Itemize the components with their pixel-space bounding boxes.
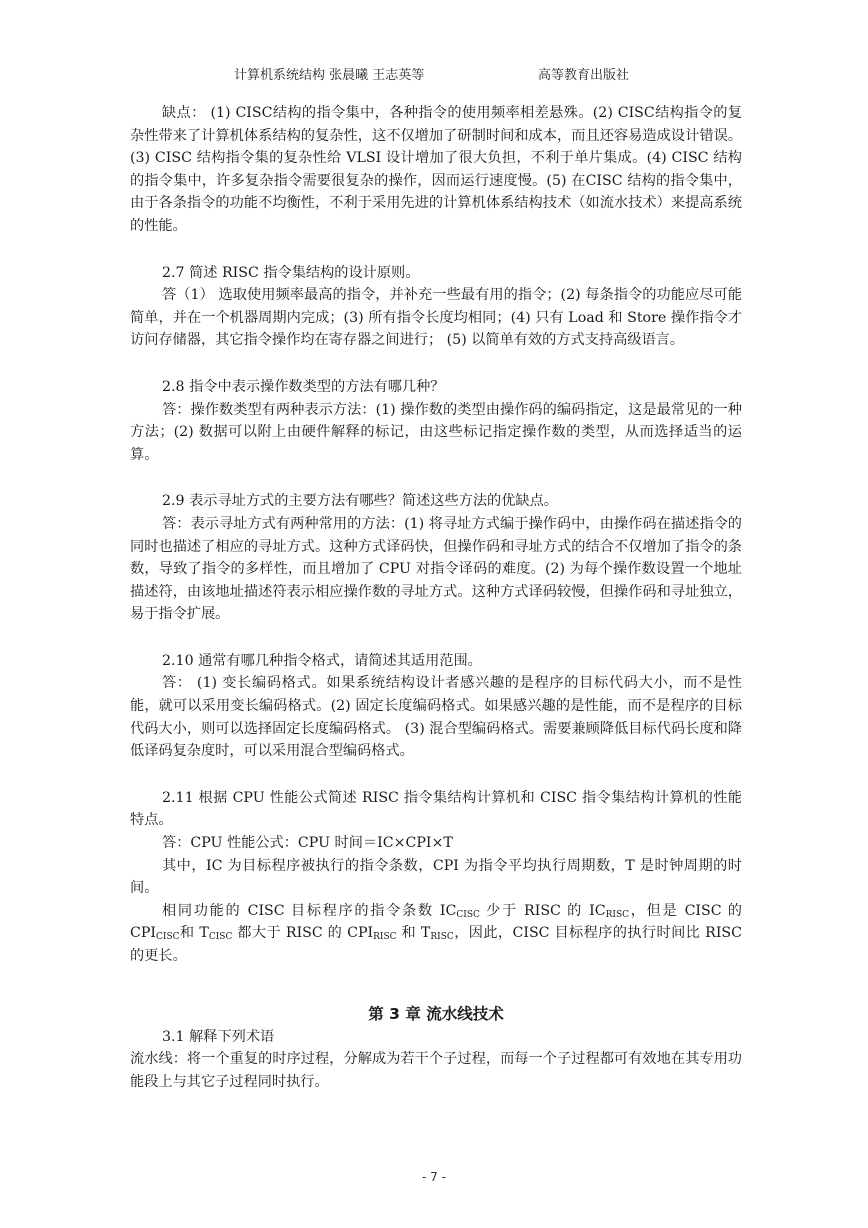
question-2-10-title: 2.10 通常有哪几种指令格式，请简述其适用范围。 <box>162 652 482 669</box>
header-publisher: 高等教育出版社 <box>538 68 630 83</box>
cisc-drawbacks-paragraph: 缺点： (1) CISC结构的指令集中，各种指令的使用频率相差悬殊。(2) CISC结构指令的复杂性带来了计算机体系结构的复杂性，这不仅增加了研制时间和成本，而且还容易造成设计错误。(3) CISC 结构指令集的复杂性给 VLSI 设计增加了很大负担，不利于单片集成。(4) CISC 结构的指令集中，许多复杂指令需要很复杂的操作，因而运行速度慢。(5) 在CISC 结构的指令集中，由于各条指令的功能不均衡性，不利于采用先进的计算机体系结构技术（如流水技术）来提高系统的性能。 <box>130 105 742 234</box>
page-number: - 7 - <box>422 1170 446 1184</box>
question-2-8-answer: 答：操作数类型有两种表示方法：(1) 操作数的类型由操作码的编码指定，这是最常见的一种方法；(2) 数据可以附上由硬件解释的标记，由这些标记指定操作数的类型，从而选择适当的运算。 <box>130 401 742 463</box>
question-2-8-title: 2.8 指令中表示操作数类型的方法有哪几种？ <box>162 378 445 395</box>
page-body <box>130 102 742 1093</box>
cpu-performance-formula: 答：CPU 性能公式：CPU 时间＝IC×CPI×T <box>162 835 453 852</box>
question-2-10-answer: 答： (1) 变长编码格式。如果系统结构设计者感兴趣的是程序的目标代码大小，而不是性能，就可以采用变长编码格式。(2) 固定长度编码格式。如果感兴趣的是性能，而不是程序的目标代码大小，则可以选择固定长度编码格式。 (3) 混合型编码格式。需要兼顾降低目标代码长度和降低译码复杂度时，可以采用混合型编码格式。 <box>130 675 742 760</box>
section-3-1-title: 3.1 解释下列术语 <box>162 1028 275 1045</box>
formula-explanation: 其中，IC 为目标程序被执行的指令条数，CPI 为指令平均执行周期数，T 是时钟周期的时间。 <box>130 857 742 897</box>
question-2-7-title: 2.7 简述 RISC 指令集结构的设计原则。 <box>162 264 420 281</box>
question-2-9-answer: 答：表示寻址方式有两种常用的方法：(1) 将寻址方式编于操作码中，由操作码在描述指令的同时也描述了相应的寻址方式。这种方式译码快，但操作码和寻址方式的结合不仅增加了指令的条数，导致了指令的多样性，而且增加了 CPU 对指令译码的难度。(2) 为每个操作数设置一个地址描述符，由该地址描述符表示相应操作数的寻址方式。这种方式译码较慢，但操作码和寻址独立，易于指令扩展。 <box>130 515 742 623</box>
question-2-7-answer: 答（1） 选取使用频率最高的指令，并补充一些最有用的指令；(2) 每条指令的功能应尽可能简单，并在一个机器周期内完成；(3) 所有指令长度均相同；(4) 只有 Load 和 Store 操作指令才访问存储器，其它指令操作均在寄存器之间进行； (5) 以简单有效的方式支持高级语言。 <box>130 287 742 349</box>
chapter-3-heading: 第 3 章 流水线技术 <box>368 1004 504 1023</box>
question-2-9-title: 2.9 表示寻址方式的主要方法有哪些？简述这些方法的优缺点。 <box>162 493 558 510</box>
risc-cisc-comparison: 相同功能的 CISC 目标程序的指令条数 $IC_{CISC}$ 少于 RISC 的 $IC_{RISC}$，但是 CISC 的 $CPI_{CISC}$和 $T_{CISC}$ 都大于 RISC 的 $CPI_{RISC}$ 和 $T_{RISC}$，因此，CISC 目标程序的执行时间比 RISC 的更长。 <box>130 902 742 964</box>
pipeline-definition: 流水线：将一个重复的时序过程，分解成为若干个子过程，而每一个子过程都可有效地在其专用功能段上与其它子过程同时执行。 <box>130 1051 742 1090</box>
header-book-title: 计算机系统结构 张晨曦 王志英等 <box>234 68 425 83</box>
question-2-11-title: 2.11 根据 CPU 性能公式简述 RISC 指令集结构计算机和 CISC 指令集结构计算机的性能特点。 <box>130 789 742 829</box>
